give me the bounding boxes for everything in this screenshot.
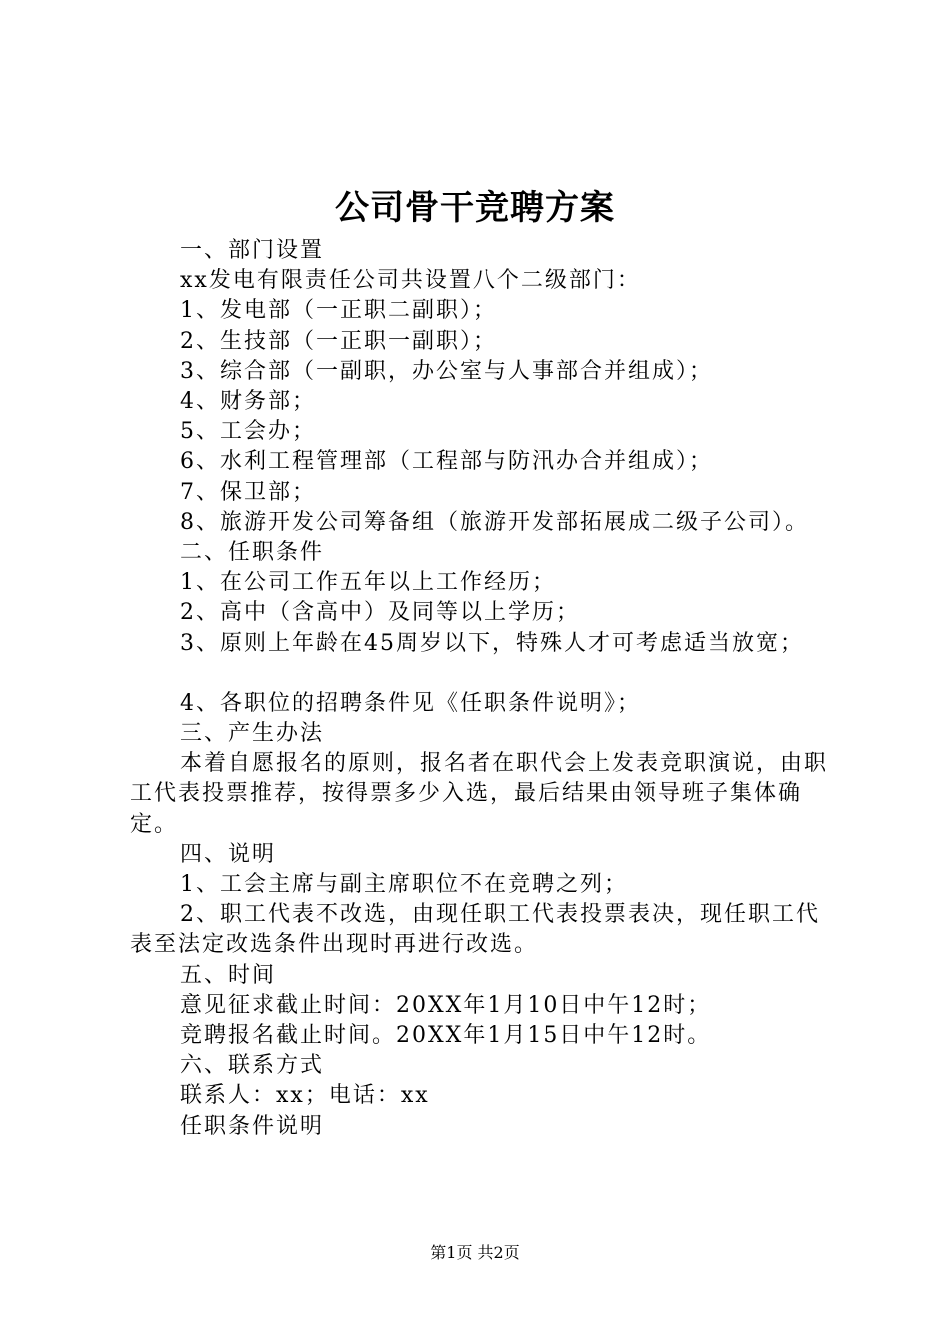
list-item: 1、发电部（一正职二副职）； <box>180 298 497 324</box>
list-item: 3、原则上年龄在45周岁以下，特殊人才可考虑适当放宽； <box>180 630 804 656</box>
page-footer: 第1页 共2页 <box>430 1243 520 1262</box>
section-heading-contact: 六、联系方式 <box>180 1053 325 1079</box>
document-title: 公司骨干竞聘方案 <box>335 188 615 228</box>
paragraph-method: 本着自愿报名的原则，报名者在职代会上发表竞职演说，由职工代表投票推荐，按得票多少入选，最后结果由领导班子集体确定。 <box>130 751 829 837</box>
list-item: 8、旅游开发公司筹备组（旅游开发部拓展成二级子公司）。 <box>180 509 809 535</box>
section-heading-method: 三、产生办法 <box>180 721 325 747</box>
section-heading-notes: 四、说明 <box>180 841 277 867</box>
list-item: 5、工会办； <box>180 419 316 445</box>
subsection-title: 任职条件说明 <box>180 1113 325 1139</box>
paragraph-intro: xx发电有限责任公司共设置八个二级部门： <box>180 268 641 294</box>
list-item: 7、保卫部； <box>180 479 316 505</box>
list-item: 2、生技部（一正职一副职）； <box>180 328 497 354</box>
contact-line: 联系人：xx；电话：xx <box>180 1083 430 1109</box>
list-item: 4、财务部； <box>180 389 316 415</box>
section-heading-time: 五、时间 <box>180 962 277 988</box>
section-heading-departments: 一、部门设置 <box>180 238 325 263</box>
section-heading-requirements: 二、任职条件 <box>180 540 325 566</box>
spacer <box>130 659 840 689</box>
list-item: 4、各职位的招聘条件见《任职条件说明》； <box>180 690 641 716</box>
document-body <box>130 236 840 1142</box>
list-item: 2、高中（含高中）及同等以上学历； <box>180 600 580 626</box>
deadline-line: 竞聘报名截止时间。20XX年1月15日中午12时。 <box>180 1023 712 1049</box>
list-item: 1、工会主席与副主席职位不在竞聘之列； <box>180 872 628 898</box>
list-item: 1、在公司工作五年以上工作经历； <box>180 570 556 596</box>
list-item: 6、水利工程管理部（工程部与防汛办合并组成）； <box>180 449 713 475</box>
list-item: 2、职工代表不改选，由现任职工代表投票表决，现任职工代表至法定改选条件出现时再进行改选。 <box>130 902 820 958</box>
deadline-line: 意见征求截止时间：20XX年1月10日中午12时； <box>180 992 712 1018</box>
list-item: 3、综合部（一副职，办公室与人事部合并组成）； <box>180 358 713 384</box>
